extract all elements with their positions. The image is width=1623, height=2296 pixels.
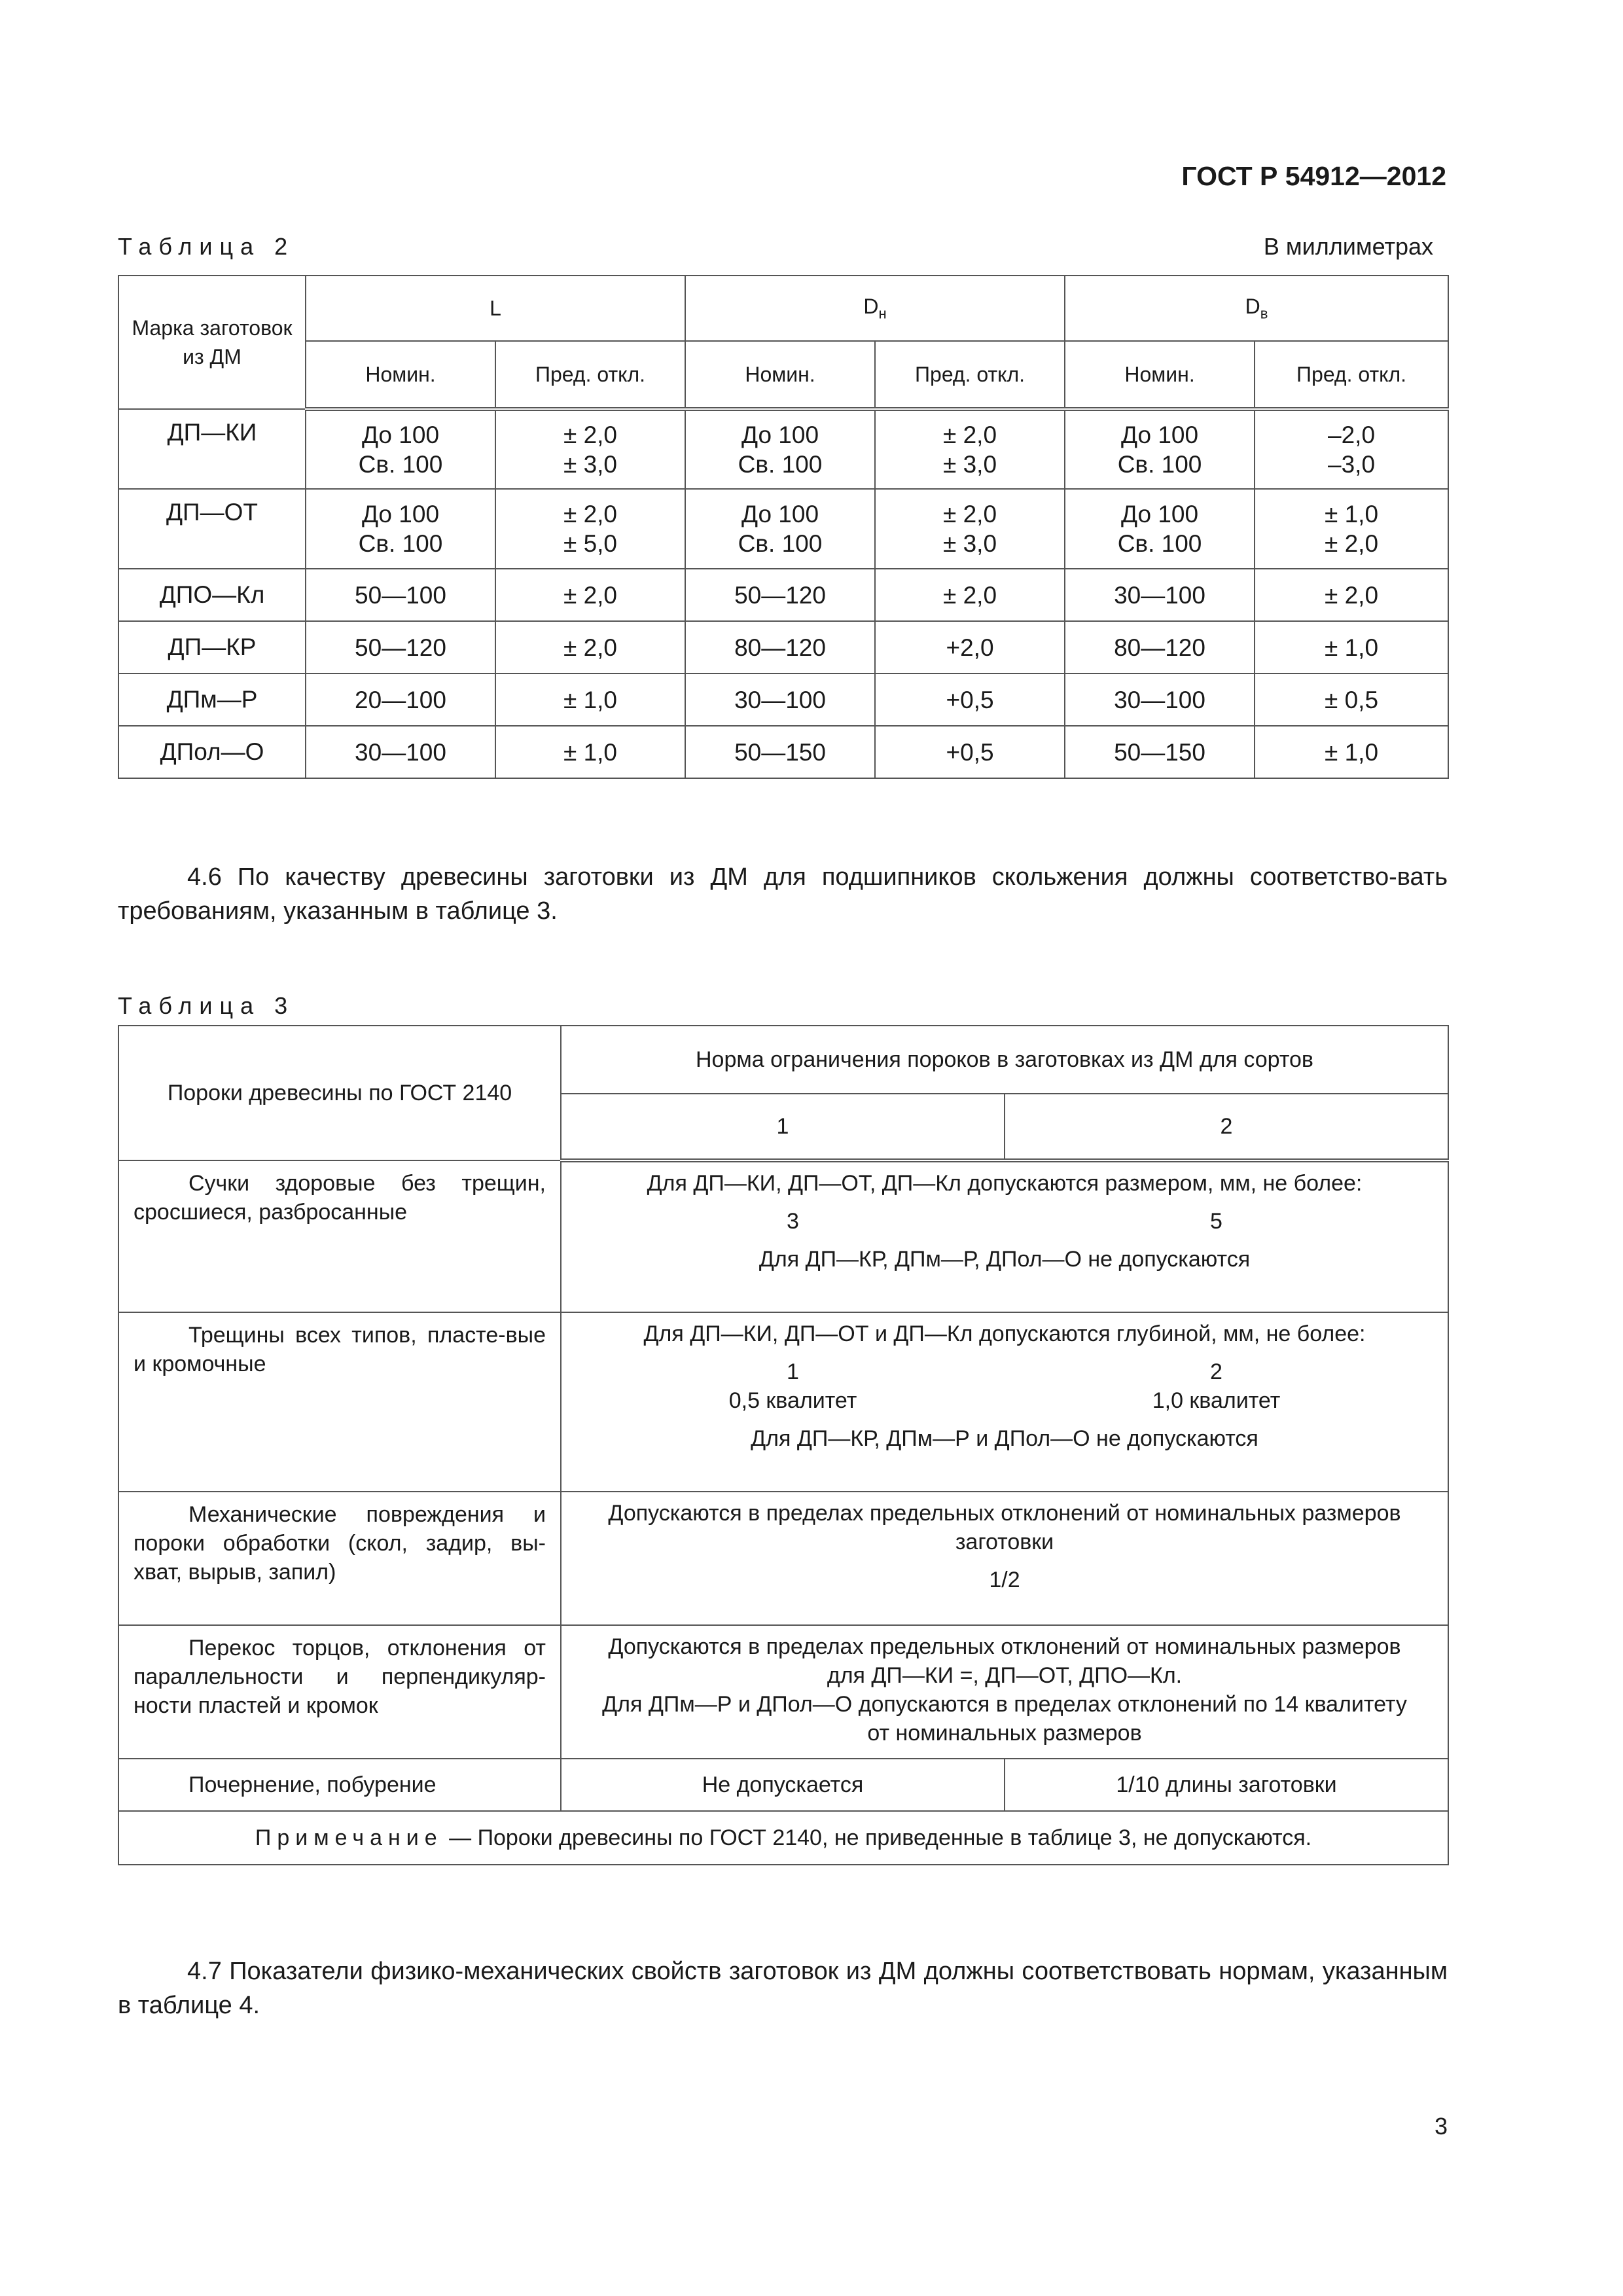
norm-cracks-sort1-value: 1 bbox=[787, 1359, 799, 1384]
norm-mechanical bbox=[561, 1492, 1448, 1625]
cell-mark: ДП—ОТ bbox=[118, 489, 306, 569]
cell-dn-dev bbox=[875, 489, 1065, 569]
defect-cracks: Трещины всех типов, пласте-вые и кромочные bbox=[118, 1312, 561, 1492]
note-text: — Пороки древесины по ГОСТ 2140, не приведенные в таблице 3, не допускаются. bbox=[442, 1825, 1312, 1850]
cell-value: ± 3,0 bbox=[943, 451, 997, 478]
cell-value: +0,5 bbox=[946, 686, 994, 713]
cell-value: 20—100 bbox=[355, 686, 446, 713]
defect-darkening: Почернение, побурение bbox=[118, 1759, 561, 1811]
header-Dn-sub: н bbox=[878, 305, 887, 322]
cell-mark: ДП—КИ bbox=[118, 409, 306, 489]
cell-value: +2,0 bbox=[946, 634, 994, 661]
table3 bbox=[118, 1025, 1449, 1865]
cell-value: 50—150 bbox=[734, 738, 826, 766]
cell-dn-nom bbox=[685, 409, 875, 489]
cell-value: Св. 100 bbox=[738, 530, 823, 557]
cell-value: ± 1,0 bbox=[1325, 738, 1379, 766]
cell-value: ± 1,0 bbox=[1325, 634, 1379, 661]
norm-knots bbox=[561, 1160, 1448, 1312]
header-Dv-pred: Пред. откл. bbox=[1255, 341, 1448, 409]
norm-mechanical-value: 1/2 bbox=[989, 1568, 1020, 1592]
cell-l-dev bbox=[495, 726, 685, 778]
table2-row bbox=[118, 409, 1448, 489]
cell-mark: ДП—КР bbox=[118, 621, 306, 673]
header-Dv-sub: в bbox=[1260, 305, 1268, 322]
cell-mark: ДПол—О bbox=[118, 726, 306, 778]
header-Dn-pred: Пред. откл. bbox=[875, 341, 1065, 409]
cell-value: ± 2,0 bbox=[1325, 530, 1379, 557]
cell-dv-nom bbox=[1065, 489, 1255, 569]
cell-dv-dev bbox=[1255, 726, 1448, 778]
cell-value: 80—120 bbox=[1114, 634, 1205, 661]
cell-dn-nom bbox=[685, 489, 875, 569]
header-mark: Марка заготовок из ДМ bbox=[118, 276, 306, 409]
header-Dn-main: D bbox=[863, 294, 879, 318]
norm-knots-values bbox=[581, 1207, 1428, 1236]
cell-value: ± 2,0 bbox=[943, 501, 997, 528]
table2-row bbox=[118, 489, 1448, 569]
cell-value: ± 5,0 bbox=[563, 530, 618, 557]
norm-darkening-sort1: Не допускается bbox=[561, 1759, 1005, 1811]
cell-value: До 100 bbox=[741, 501, 819, 528]
header-defects: Пороки древесины по ГОСТ 2140 bbox=[118, 1026, 561, 1160]
cell-value: ± 2,0 bbox=[563, 501, 618, 528]
cell-value: 50—120 bbox=[355, 634, 446, 661]
cell-value: –2,0 bbox=[1328, 422, 1376, 448]
cell-value: До 100 bbox=[741, 422, 819, 448]
cell-mark: ДПО—Кл bbox=[118, 569, 306, 621]
cell-l-nom bbox=[306, 569, 495, 621]
table2-units: В миллиметрах bbox=[1263, 233, 1433, 260]
cell-value: До 100 bbox=[1120, 422, 1199, 448]
table2-row bbox=[118, 673, 1448, 726]
norm-knots-line2: Для ДП—КР, ДПм—Р, ДПол—О не допускаются bbox=[758, 1247, 1251, 1272]
header-norm: Норма ограничения пороков в заготовках из ДМ для сортов bbox=[561, 1026, 1448, 1094]
norm-knots-sort1: 3 bbox=[787, 1209, 799, 1234]
cell-value: –3,0 bbox=[1328, 451, 1376, 478]
cell-value: ± 1,0 bbox=[563, 686, 618, 713]
header-group-Dn bbox=[685, 276, 1065, 341]
cell-dn-nom bbox=[685, 569, 875, 621]
cell-value: 30—100 bbox=[355, 738, 446, 766]
cell-value: До 100 bbox=[361, 422, 440, 448]
cell-value: ± 2,0 bbox=[1325, 581, 1379, 609]
cell-dn-dev bbox=[875, 673, 1065, 726]
cell-value: ± 0,5 bbox=[1325, 686, 1379, 713]
cell-dn-nom bbox=[685, 621, 875, 673]
norm-cracks-sort2 bbox=[1005, 1357, 1428, 1415]
cell-dn-dev bbox=[875, 409, 1065, 489]
cell-value: До 100 bbox=[361, 501, 440, 528]
cell-value: ± 2,0 bbox=[563, 634, 618, 661]
cell-dv-nom bbox=[1065, 673, 1255, 726]
cell-value: ± 2,0 bbox=[943, 422, 997, 448]
norm-cracks-line1: Для ДП—КИ, ДП—ОТ и ДП—Кл допускаются глубиной, мм, не более: bbox=[643, 1321, 1366, 1346]
cell-dn-nom bbox=[685, 726, 875, 778]
cell-value: ± 2,0 bbox=[943, 581, 997, 609]
defect-mechanical: Механические повреждения и пороки обработки (скол, задир, вы-хват, вырыв, запил) bbox=[118, 1492, 561, 1625]
norm-knots-sort2: 5 bbox=[1210, 1209, 1222, 1234]
page-number: 3 bbox=[1434, 2113, 1448, 2140]
cell-dv-dev bbox=[1255, 489, 1448, 569]
table2-row bbox=[118, 621, 1448, 673]
cell-dv-dev bbox=[1255, 569, 1448, 621]
cell-value: Св. 100 bbox=[358, 451, 443, 478]
norm-knots-line1: Для ДП—КИ, ДП—ОТ, ДП—Кл допускаются размером, мм, не более: bbox=[647, 1171, 1363, 1196]
cell-dn-dev bbox=[875, 726, 1065, 778]
norm-cracks bbox=[561, 1312, 1448, 1492]
header-sort-2: 2 bbox=[1005, 1094, 1448, 1160]
norm-mechanical-line1: Допускаются в пределах предельных отклонений от номинальных размеров заготовки bbox=[608, 1501, 1401, 1554]
norm-cracks-sort1-grade: 0,5 квалитет bbox=[728, 1388, 857, 1413]
table2-body bbox=[118, 409, 1448, 778]
cell-dv-dev bbox=[1255, 409, 1448, 489]
norm-cracks-line2: Для ДП—КР, ДПм—Р и ДПол—О не допускаются bbox=[751, 1426, 1258, 1451]
cell-dv-nom bbox=[1065, 569, 1255, 621]
cell-l-dev bbox=[495, 489, 685, 569]
cell-value: ± 3,0 bbox=[563, 451, 618, 478]
cell-value: ± 1,0 bbox=[1325, 501, 1379, 528]
norm-cracks-sort1 bbox=[581, 1357, 1005, 1415]
header-group-Dv bbox=[1065, 276, 1448, 341]
paragraph-4-6: 4.6 По качеству древесины заготовки из ДМ для подшипников скольжения должны соответство-вать требованиям, указанным в таблице 3. bbox=[118, 863, 1448, 925]
cell-dv-nom bbox=[1065, 409, 1255, 489]
paragraph-4-7: 4.7 Показатели физико-механических свойств заготовок из ДМ должны соответствовать нормам, указанным в таблице 4. bbox=[118, 1958, 1448, 2019]
cell-l-nom bbox=[306, 673, 495, 726]
cell-l-nom bbox=[306, 621, 495, 673]
cell-value: Св. 100 bbox=[1117, 530, 1202, 557]
cell-value: +0,5 bbox=[946, 738, 994, 766]
norm-cracks-sort2-value: 2 bbox=[1210, 1359, 1222, 1384]
header-L-nomin: Номин. bbox=[306, 341, 495, 409]
header-Dv-nomin: Номин. bbox=[1065, 341, 1255, 409]
cell-value: ± 1,0 bbox=[563, 738, 618, 766]
cell-value: ± 2,0 bbox=[563, 581, 618, 609]
cell-value: Св. 100 bbox=[1117, 451, 1202, 478]
header-group-L: L bbox=[306, 276, 685, 341]
cell-dv-dev bbox=[1255, 673, 1448, 726]
table2 bbox=[118, 275, 1449, 779]
defect-knots: Сучки здоровые без трещин, сросшиеся, разбросанные bbox=[118, 1160, 561, 1312]
cell-l-nom bbox=[306, 489, 495, 569]
cell-l-dev bbox=[495, 673, 685, 726]
cell-l-dev bbox=[495, 569, 685, 621]
cell-l-dev bbox=[495, 409, 685, 489]
note-label: Примечание bbox=[255, 1825, 443, 1850]
norm-skew-line1: Допускаются в пределах предельных отклонений от номинальных размеров для ДП—КИ =, ДП—ОТ, ДПО—Кл. bbox=[608, 1634, 1401, 1688]
cell-value: 50—100 bbox=[355, 581, 446, 609]
cell-value: ± 2,0 bbox=[563, 422, 618, 448]
cell-l-nom bbox=[306, 726, 495, 778]
cell-value: Св. 100 bbox=[738, 451, 823, 478]
cell-value: Св. 100 bbox=[358, 530, 443, 557]
cell-dn-dev bbox=[875, 621, 1065, 673]
table2-caption: Таблица 2 bbox=[118, 233, 295, 260]
cell-dv-nom bbox=[1065, 621, 1255, 673]
cell-dv-nom bbox=[1065, 726, 1255, 778]
cell-mark: ДПм—Р bbox=[118, 673, 306, 726]
table2-row bbox=[118, 726, 1448, 778]
header-Dv-main: D bbox=[1245, 294, 1260, 318]
cell-dn-dev bbox=[875, 569, 1065, 621]
norm-cracks-sort2-grade: 1,0 квалитет bbox=[1152, 1388, 1281, 1413]
norm-skew-line2: Для ДПм—Р и ДПол—О допускаются в пределах отклонений по 14 квалитету от номинальных размеров bbox=[602, 1692, 1407, 1746]
norm-cracks-values bbox=[581, 1357, 1428, 1415]
cell-dv-dev bbox=[1255, 621, 1448, 673]
cell-value: 50—150 bbox=[1114, 738, 1205, 766]
norm-darkening-sort2: 1/10 длины заготовки bbox=[1005, 1759, 1448, 1811]
norm-skew bbox=[561, 1625, 1448, 1759]
cell-value: ± 3,0 bbox=[943, 530, 997, 557]
table3-note bbox=[118, 1811, 1448, 1865]
header-L-pred: Пред. откл. bbox=[495, 341, 685, 409]
cell-dn-nom bbox=[685, 673, 875, 726]
cell-value: 30—100 bbox=[734, 686, 826, 713]
cell-l-nom bbox=[306, 409, 495, 489]
table2-row bbox=[118, 569, 1448, 621]
cell-value: 50—120 bbox=[734, 581, 826, 609]
cell-value: 30—100 bbox=[1114, 686, 1205, 713]
cell-value: 30—100 bbox=[1114, 581, 1205, 609]
document-header-id: ГОСТ Р 54912—2012 bbox=[1181, 161, 1446, 191]
header-Dn-nomin: Номин. bbox=[685, 341, 875, 409]
cell-l-dev bbox=[495, 621, 685, 673]
header-sort-1: 1 bbox=[561, 1094, 1005, 1160]
table3-caption: Таблица 3 bbox=[118, 992, 295, 1019]
cell-value: 80—120 bbox=[734, 634, 826, 661]
defect-skew: Перекос торцов, отклонения от параллельности и перпендикуляр-ности пластей и кромок bbox=[118, 1625, 561, 1759]
cell-value: До 100 bbox=[1120, 501, 1199, 528]
